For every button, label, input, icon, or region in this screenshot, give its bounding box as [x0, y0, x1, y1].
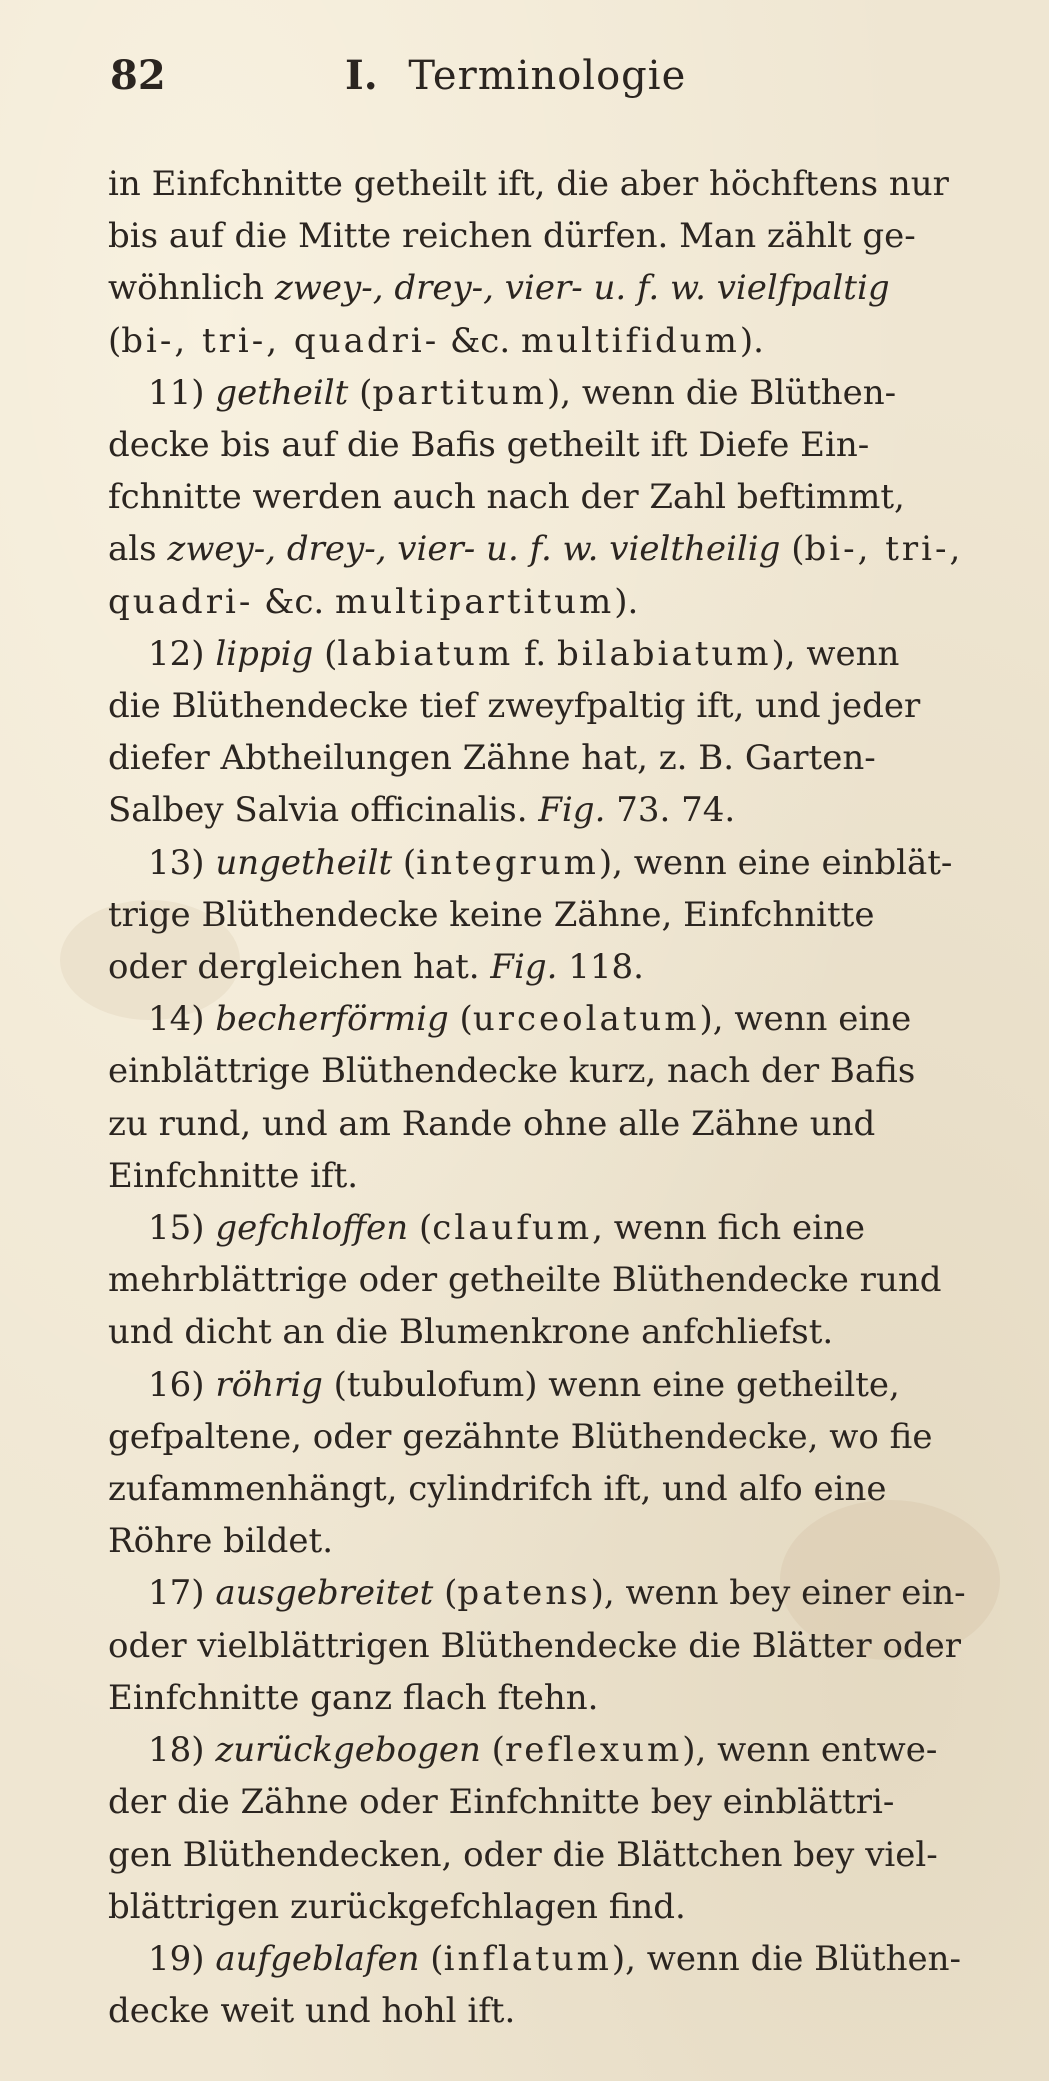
text-segment: diefer Abtheilungen Zähne hat, z. B. Garten- — [108, 738, 876, 779]
text-line — [108, 158, 1000, 210]
term-italic: zwey-, drey-, vier- u. f. w. vieltheilig — [167, 529, 781, 570]
text-segment: blättrigen zurückgefchlagen find. — [108, 1886, 686, 1927]
text-segment: einblättrige Blüthendecke kurz, nach der Bafis — [108, 1051, 916, 1092]
text-line — [108, 1254, 1000, 1306]
text-segment: gen Blüthendecken, oder die Blättchen bey viel- — [108, 1834, 938, 1875]
text-segment: oder dergleichen hat. — [108, 947, 491, 988]
text-segment: ), wenn — [771, 633, 900, 674]
page-number: 82 — [110, 52, 166, 99]
text-line — [108, 1724, 1000, 1776]
chapter-title: Terminologie — [408, 53, 687, 99]
text-line — [108, 1202, 1000, 1254]
text-line — [108, 1567, 1000, 1619]
text-segment: Einfchnitte ganz flach ftehn. — [108, 1677, 599, 1718]
term-italic: aufgeblafen — [215, 1938, 420, 1979]
text-line — [108, 1776, 1000, 1828]
text-segment: trige Blüthendecke keine Zähne, Einfchnitte — [108, 894, 875, 935]
text-segment: , wenn fich eine — [592, 1208, 865, 1249]
text-segment: ( — [419, 1938, 444, 1979]
text-line — [108, 523, 1000, 575]
page-header — [110, 52, 910, 112]
text-segment: ), wenn die Blüthen- — [547, 372, 897, 413]
text-segment: Röhre bildet. — [108, 1521, 334, 1562]
latin-spaced: partitum — [372, 372, 548, 413]
text-segment: f. — [513, 633, 557, 674]
entry-number: 12) — [148, 633, 216, 674]
text-segment: Einfchnitte ift. — [108, 1155, 359, 1196]
text-segment: ( — [408, 1208, 433, 1249]
text-segment: &c. — [439, 320, 521, 361]
text-line — [108, 367, 1000, 419]
term-italic: zwey-, drey-, vier- u. f. w. vielfpaltig — [274, 268, 890, 309]
latin-spaced: bilabiatum — [557, 633, 772, 674]
latin-spaced: claufum — [432, 1208, 593, 1249]
text-line — [108, 1515, 1000, 1567]
text-segment: ), wenn eine einblät- — [598, 842, 953, 883]
text-line — [108, 628, 1000, 680]
text-segment: 118. — [557, 947, 644, 988]
term-italic: becherförmig — [215, 999, 449, 1040]
latin-spaced: patens — [457, 1573, 591, 1614]
text-segment: Salbey Salvia officinalis. — [108, 790, 539, 831]
text-line — [108, 1933, 1000, 1985]
text-segment: ). — [614, 581, 639, 622]
text-line — [108, 1620, 1000, 1672]
term-italic: Fig. — [538, 790, 606, 831]
latin-spaced: multipartitum — [335, 581, 615, 622]
latin-spaced: urceolatum — [472, 999, 700, 1040]
entry-number: 18) — [148, 1730, 216, 1771]
term-italic: Fig. — [490, 947, 558, 988]
term-italic: gefchloffen — [215, 1208, 409, 1249]
text-line — [108, 1881, 1000, 1933]
text-segment: ( — [433, 1573, 458, 1614]
latin-spaced: bi-, tri-, — [804, 529, 964, 570]
text-segment: decke weit und hohl ift. — [108, 1991, 516, 2032]
latin-spaced: reflexum — [504, 1730, 683, 1771]
text-segment: ), wenn eine — [699, 999, 912, 1040]
text-line — [108, 1098, 1000, 1150]
text-line — [108, 993, 1000, 1045]
term-italic: ausgebreitet — [215, 1573, 434, 1614]
text-segment: als — [108, 529, 168, 570]
text-segment: decke bis auf die Bafis getheilt ift Diefe Ein- — [108, 425, 870, 466]
text-line — [108, 262, 1000, 314]
chapter-number: I. — [345, 52, 378, 99]
text-segment: oder vielblättrigen Blüthendecke die Blätter oder — [108, 1625, 962, 1666]
text-line — [108, 1829, 1000, 1881]
latin-spaced: integrum — [416, 842, 599, 883]
term-italic: lippig — [215, 633, 314, 674]
term-italic: röhrig — [215, 1364, 323, 1405]
text-line — [108, 471, 1000, 523]
text-line — [108, 1359, 1000, 1411]
text-line — [108, 1150, 1000, 1202]
term-italic: ungetheilt — [215, 842, 393, 883]
text-line — [108, 680, 1000, 732]
text-segment: ( — [480, 1730, 505, 1771]
text-line — [108, 732, 1000, 784]
entry-number: 11) — [148, 372, 216, 413]
text-segment: gefpaltene, oder gezähnte Blüthendecke, wo fie — [108, 1416, 933, 1457]
text-segment: bis auf die Mitte reichen dürfen. Man zählt ge- — [108, 216, 916, 257]
text-segment: zufammenhängt, cylindrifch ift, und alfo eine — [108, 1469, 887, 1510]
body-text — [108, 158, 1000, 2037]
text-segment: wöhnlich — [108, 268, 275, 309]
running-head — [345, 52, 686, 99]
text-segment: ), wenn bey einer ein- — [590, 1573, 966, 1614]
text-line — [108, 837, 1000, 889]
text-segment: und dicht an die Blumenkrone anfchliefst. — [108, 1312, 834, 1353]
latin-spaced: bi-, tri-, quadri- — [121, 320, 440, 361]
text-line — [108, 1306, 1000, 1358]
latin-spaced: multifidum — [520, 320, 740, 361]
entry-number: 13) — [148, 842, 216, 883]
text-line — [108, 1411, 1000, 1463]
latin-spaced: inflatum — [443, 1938, 612, 1979]
text-segment: die Blüthendecke tief zweyfpaltig ift, und jeder — [108, 686, 921, 727]
text-segment: mehrblättrige oder getheilte Blüthendecke rund — [108, 1260, 942, 1301]
text-segment: ( — [108, 320, 122, 361]
text-line — [108, 210, 1000, 262]
entry-number: 19) — [148, 1938, 216, 1979]
term-italic: getheilt — [215, 372, 349, 413]
text-segment: ( — [448, 999, 473, 1040]
entry-number: 16) — [148, 1364, 216, 1405]
text-line — [108, 1672, 1000, 1724]
text-segment: zu rund, und am Rande ohne alle Zähne und — [108, 1103, 876, 1144]
entry-number: 15) — [148, 1208, 216, 1249]
entry-number: 14) — [148, 999, 216, 1040]
text-segment: ), wenn entwe- — [682, 1730, 938, 1771]
text-segment: der die Zähne oder Einfchnitte bey einblättri- — [108, 1782, 895, 1823]
text-segment: ( — [348, 372, 373, 413]
text-segment: ). — [739, 320, 764, 361]
text-segment: in Einfchnitte getheilt ift, die aber höchftens nur — [108, 164, 949, 204]
text-line — [108, 941, 1000, 993]
text-line — [108, 1463, 1000, 1515]
text-segment: ( — [392, 842, 417, 883]
text-line — [108, 315, 1000, 367]
text-line — [108, 1045, 1000, 1097]
text-line — [108, 419, 1000, 471]
text-segment: fchnitte werden auch nach der Zahl beftimmt, — [108, 477, 905, 518]
text-segment: 73. 74. — [605, 790, 736, 831]
text-segment: ), wenn die Blüthen- — [611, 1938, 961, 1979]
latin-spaced: labiatum — [337, 633, 514, 674]
latin-spaced: quadri- — [108, 581, 254, 622]
text-segment: &c. — [253, 581, 336, 622]
text-segment: ( — [313, 633, 338, 674]
text-segment: ( — [780, 529, 805, 570]
text-line — [108, 576, 1000, 628]
text-segment: (tubulofum) wenn eine getheilte, — [322, 1364, 900, 1405]
text-line — [108, 784, 1000, 836]
term-italic: zurückgebogen — [215, 1730, 481, 1771]
text-line — [108, 889, 1000, 941]
text-line — [108, 1985, 1000, 2037]
entry-number: 17) — [148, 1573, 216, 1614]
